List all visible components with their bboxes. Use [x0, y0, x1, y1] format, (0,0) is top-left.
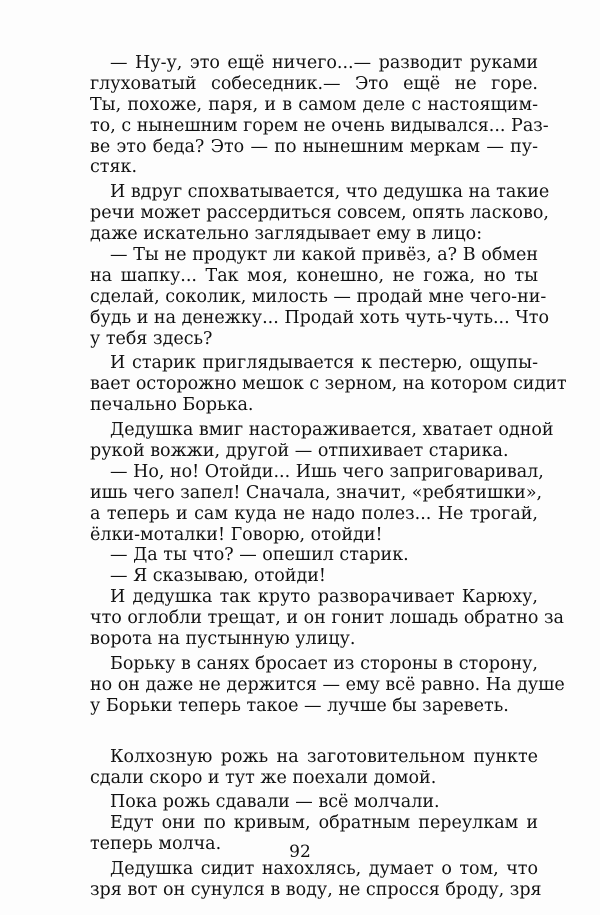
- text-line: теперь молча.: [90, 834, 222, 855]
- text-line: ишь чего запел! Сначала, значит, «ребятишки»,: [90, 482, 543, 503]
- text-line: И вдруг спохватывается, что дедушка на такие: [110, 182, 550, 203]
- paragraph: [90, 182, 550, 245]
- paragraph: [90, 587, 564, 650]
- text-line: Дедушка сидит нахохлясь, думает о том, что: [110, 859, 538, 880]
- paragraph: [90, 653, 565, 717]
- text-line: глуховатый собеседник.— Это ещё не горе.: [90, 73, 538, 94]
- text-line: ве это беда? Это — по нынешним меркам — пу-: [90, 136, 538, 157]
- text-line: сделай, соколик, милость — продай мне чего-ни-: [90, 286, 547, 307]
- text-line: у тебя здесь?: [90, 328, 213, 349]
- text-line: — Но, но! Отойди... Ишь чего заприговаривал,: [110, 461, 544, 482]
- text-line: — Да ты что? — опешил старик.: [110, 545, 409, 566]
- paragraph: [90, 420, 554, 462]
- paragraph: [90, 353, 567, 416]
- text-line: И старик приглядывается к пестерю, ощупы-: [110, 353, 538, 374]
- paragraph: [90, 53, 549, 178]
- section-break: [90, 717, 538, 747]
- text-line: Борьку в санях бросает из стороны в сторону,: [110, 653, 538, 674]
- paragraph: [90, 461, 544, 546]
- text-line: а теперь и сам куда не надо полез... Не трогай,: [90, 503, 538, 524]
- text-line: Ты, похоже, паря, и в самом деле с настоящим-: [90, 94, 538, 115]
- paragraph: [90, 792, 538, 813]
- page-number: 92: [289, 842, 311, 862]
- text-line: речи может рассердиться совсем, опять ласково,: [90, 203, 549, 224]
- text-line: И дедушка так круто разворачивает Карюху,: [110, 587, 538, 608]
- text-line: даже искательно заглядывает ему в лицо:: [90, 224, 483, 245]
- text-line: Дедушка вмиг настораживается, хватает одной: [110, 420, 554, 441]
- paragraph: [90, 545, 538, 566]
- text-line: Едут они по кривым, обратным переулкам и: [110, 813, 538, 834]
- paragraph: [90, 859, 542, 901]
- text-line: сдали скоро и тут же поехали домой.: [90, 767, 437, 788]
- paragraph: [90, 566, 538, 587]
- text-line: будь и на денежку... Продай хоть чуть-чуть... Что: [90, 307, 549, 328]
- text-line: Колхозную рожь на заготовительном пункте: [110, 746, 538, 767]
- paragraph: [90, 747, 538, 789]
- text-line: рукой вожжи, другой — отпихивает старика.: [90, 441, 509, 462]
- text-line: — Ну-у, это ещё ничего...— разводит руками: [110, 53, 538, 73]
- text-line: вает осторожно мешок с зерном, на котором сидит: [90, 374, 567, 395]
- text-line: печально Борька.: [90, 395, 254, 416]
- text-line: то, с нынешним горем не очень видывался... Раз-: [90, 115, 549, 136]
- text-line: но он даже не держится — ему всё равно. На душе: [90, 674, 565, 695]
- text-line: — Я сказываю, отойди!: [110, 566, 326, 587]
- text-line: — Ты не продукт ли какой привёз, а? В обмен: [110, 245, 538, 266]
- text-line: что оглобли трещат, и он гонит лошадь обратно за: [90, 608, 564, 629]
- text-line: ворота на пустынную улицу.: [90, 629, 356, 650]
- text-line: стяк.: [90, 157, 138, 178]
- text-line: на шапку... Так моя, конешно, не гожа, но ты: [90, 265, 538, 286]
- text-line: у Борьки теперь такое — лучше бы зареветь.: [90, 695, 509, 716]
- text-line: ёлки-моталки! Говорю, отойди!: [90, 524, 383, 545]
- page-text: [90, 53, 567, 901]
- paragraph: [90, 245, 549, 349]
- text-line: Пока рожь сдавали — всё молчали.: [110, 792, 440, 813]
- text-line: зря вот он сунулся в воду, не спросся броду, зря: [90, 879, 542, 900]
